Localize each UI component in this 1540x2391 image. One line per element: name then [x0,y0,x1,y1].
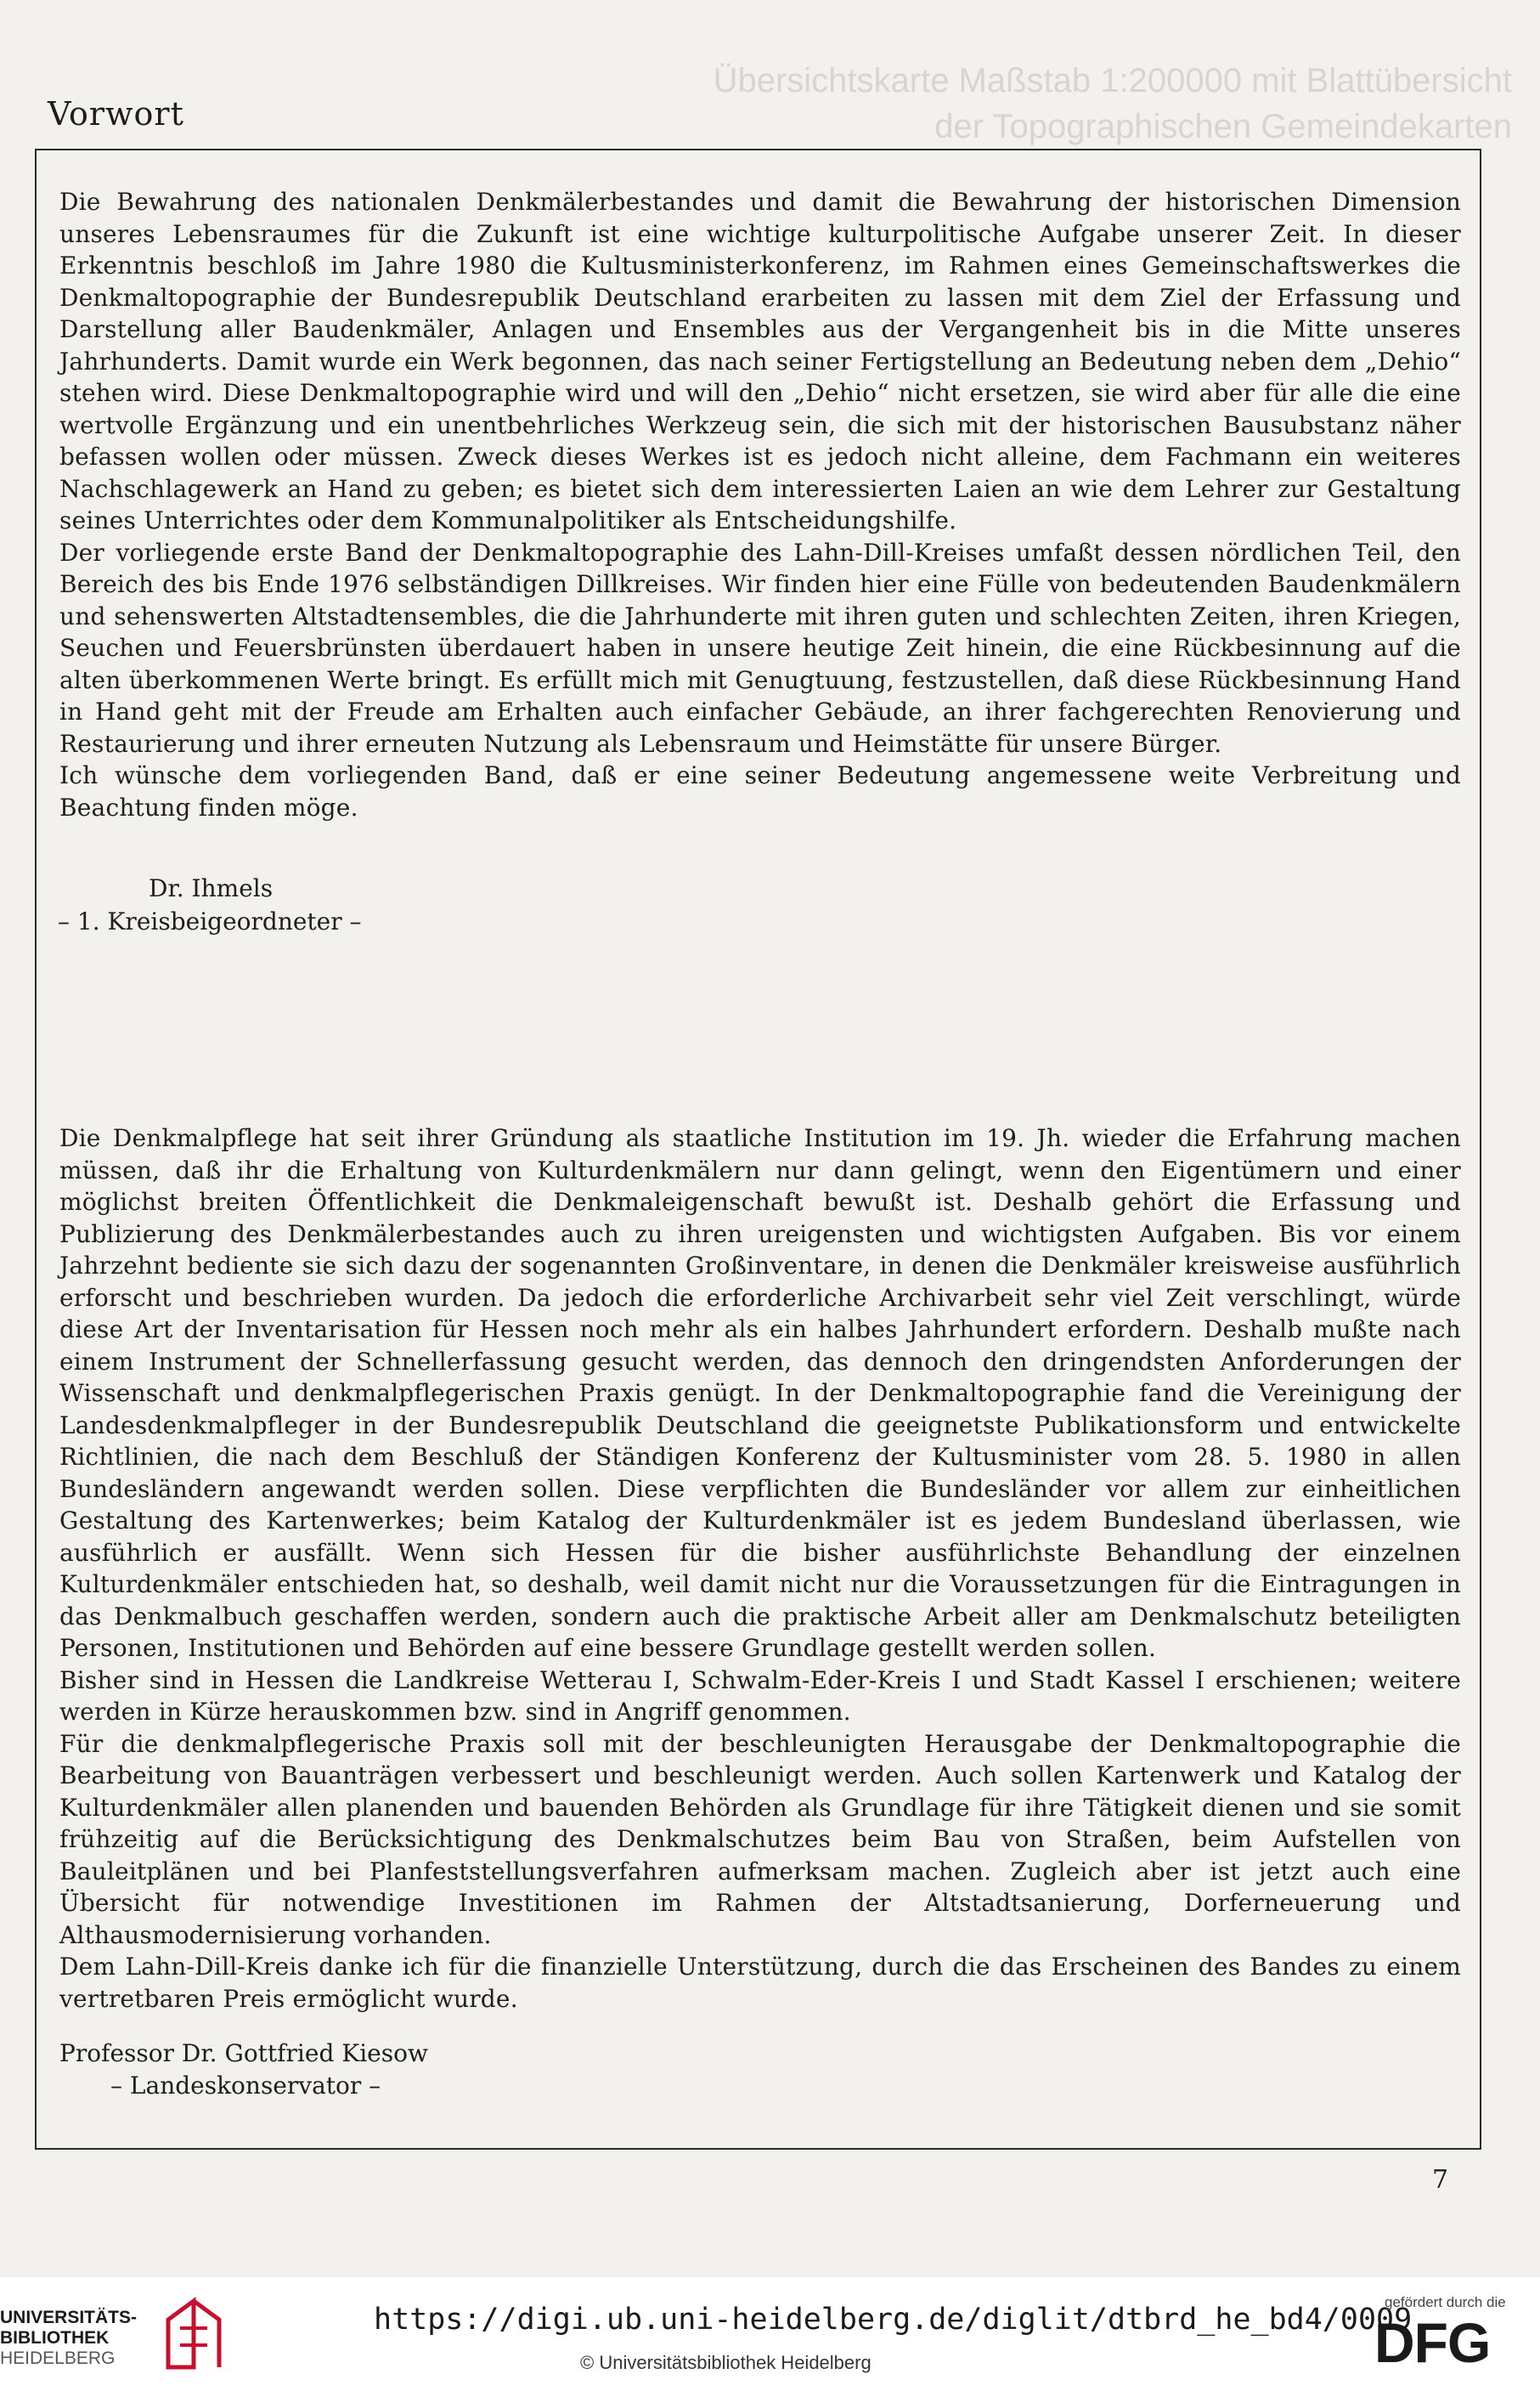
page-number: 7 [1432,2165,1449,2195]
signature-title: – Landeskonservator – [110,2072,381,2100]
library-logo[interactable] [0,2308,137,2369]
paragraph: Die Denkmalpflege hat seit ihrer Gründung als staatliche Institution im 19. Jh. wieder die Erfahrung machen müssen, daß ihr die Erhaltung von Kulturdenkmälern nur dann gelingt, wenn den Eigentümern und einer möglichst breiten Öffentlichkeit die Denkmaleigenschaft bewußt ist. Deshalb gehört die Erfassung und Publizierung des Denkmälerbestandes auch zu ihren ureigensten und wichtigsten Aufgaben. Bis vor einem Jahrzehnt bediente sie sich dazu der sogenannten Großinventare, in denen die Denkmäler kreisweise ausführlich erforscht und beschrieben wurden. Da jedoch die erforderliche Archivarbeit sehr viel Zeit verschlingt, würde diese Art der Inventarisation für Hessen noch mehr als ein halbes Jahrhundert erfordern. Deshalb mußte nach einem Instrument der Schnellerfassung gesucht werden, das dennoch den dringendsten Anforderungen der Wissenschaft und denkmalpflegerischen Praxis genügt. In der Denkmaltopographie fand die Vereinigung der Landesdenkmalpfleger in der Bundesrepublik Deutschland die geeignetste Publikationsform und entwickelte Richtlinien, die nach dem Beschluß der Ständigen Konferenz der Kultusminister vom 28. 5. 1980 in allen Bundesländern angewandt werden sollen. Diese verpflichten die Bundesländer vor allem zur einheitlichen Gestaltung des Kartenwerkes; beim Katalog der Kulturdenkmäler ist es jedem Bundesland überlassen, wie ausführlich er ausfällt. Wenn sich Hessen für die bisher ausführlichste Behandlung der einzelnen Kulturdenkmäler entschieden hat, so deshalb, weil damit nicht nur die Voraussetzungen für die Eintragungen in das Denkmalbuch geschaffen werden, sondern auch die praktische Arbeit aller am Denkmalschutz beteiligten Personen, Institutionen und Behörden auf eine bessere Grundlage gestellt werden sollen. [59,1124,1461,1662]
foreword-section-1 [59,186,1461,823]
bleed-through-text [646,58,1512,150]
paragraph: Für die denkmalpflegerische Praxis soll mit der beschleunigten Herausgabe der Denkmaltopographie die Bearbeitung von Bauanträgen verbessert und beschleunigt werden. Auch sollen Kartenwerk und Katalog der Kulturdenkmäler allen planenden und bauenden Behörden als Grundlage für ihre Tätigkeit dienen und sie somit frühzeitig auf die Berücksichtigung des Denkmalschutzes beim Bau von Straßen, beim Aufstellen von Bauleitplänen und bei Planfeststellungsverfahren aufmerksam machen. Zugleich aber ist jetzt auch eine Übersicht für notwendige Investitionen im Rahmen der Altstadtsanierung, Dorferneuerung und Althausmodernisierung vorhanden. [59,1729,1461,1949]
paragraph: Die Bewahrung des nationalen Denkmälerbestandes und damit die Bewahrung der historischen Dimension unseres Lebensraumes für die Zukunft ist eine wichtige kulturpolitische Aufgabe unserer Zeit. In dieser Erkenntnis beschloß im Jahre 1980 die Kultusministerkonferenz, im Rahmen eines Gemeinschaftswerkes die Denkmaltopographie der Bundesrepublik Deutschland erarbeiten zu lassen mit dem Ziel der Erfassung und Darstellung aller Baudenkmäler, Anlagen und Ensembles aus der Vergangenheit bis in die Mitte unseres Jahrhunderts. Damit wurde ein Werk begonnen, das nach seiner Fertigstellung an Bedeutung neben dem „Dehio“ stehen wird. Diese Denkmaltopographie wird und will den „Dehio“ nicht ersetzen, sie wird aber für alle die eine wertvolle Ergänzung und ein unentbehrliches Werkzeug sein, die sich mit der historischen Bausubstanz näher befassen wollen oder müssen. Zweck dieses Werkes ist es jedoch nicht alleine, dem Fachmann ein weiteres Nachschlagewerk an Hand zu geben; es bietet sich dem interessierten Laien an wie dem Lehrer zur Gestaltung seines Unterrichtes oder dem Kommunalpolitiker als Entscheidungshilfe. [59,188,1461,534]
bleed-through-line: der Topographischen Gemeindekarten [934,108,1512,145]
bleed-through-line: Übersichtskarte Maßstab 1:200000 mit Blattübersicht [713,62,1512,99]
signature-name: Professor Dr. Gottfried Kiesow [59,2039,428,2067]
dfg-logo[interactable]: DFG [1374,2311,1491,2374]
signature-name: Dr. Ihmels [149,874,274,902]
logo-line: HEIDELBERG [0,2349,116,2368]
library-logo-icon [160,2294,229,2374]
copyright-notice: © Universitätsbibliothek Heidelberg [580,2352,872,2373]
paragraph: Der vorliegende erste Band der Denkmaltopographie des Lahn-Dill-Kreises umfaßt dessen nördlichen Teil, den Bereich des bis Ende 1976 selbständigen Dillkreises. Wir finden hier eine Fülle von bedeutenden Baudenkmälern und sehenswerten Altstadtensembles, die die Jahrhunderte mit ihren guten und schlechten Zeiten, ihren Kriegen, Seuchen und Feuersbrünsten überdauert haben in unsere heutige Zeit hinein, die eine Rückbesinnung auf die alten überkommenen Werte bringt. Es erfüllt mich mit Genugtuung, festzustellen, daß diese Rückbesinnung Hand in Hand geht mit der Freude am Erhalten auch einfacher Gebäude, an ihrer fachgerechten Renovierung und Restaurierung und ihrer erneuten Nutzung als Lebensraum und Heimstätte für unsere Bürger. [59,538,1461,758]
funding-label: gefördert durch die [1385,2294,1506,2310]
logo-line: UNIVERSITÄTS- [0,2308,138,2327]
paragraph: Bisher sind in Hessen die Landkreise Wetterau I, Schwalm-Eder-Kreis I und Stadt Kassel I erschienen; weitere werden in Kürze herauskommen bzw. sind in Angriff genommen. [59,1665,1461,1726]
page-heading: Vorwort [48,95,184,133]
paragraph: Ich wünsche dem vorliegenden Band, daß er eine seiner Bedeutung angemessene weite Verbreitung und Beachtung finden möge. [59,761,1461,822]
paragraph: Dem Lahn-Dill-Kreis danke ich für die finanzielle Unterstützung, durch die das Erscheinen des Bandes zu einem vertretbaren Preis ermöglicht wurde. [59,1953,1461,2013]
permalink-url[interactable]: https://digi.ub.uni-heidelberg.de/diglit/dtbrd_he_bd4/0009 [374,2303,1413,2337]
signature-title: – 1. Kreisbeigeordneter – [58,907,362,935]
logo-line: BIBLIOTHEK [0,2328,110,2348]
foreword-section-2 [59,1122,1461,2015]
